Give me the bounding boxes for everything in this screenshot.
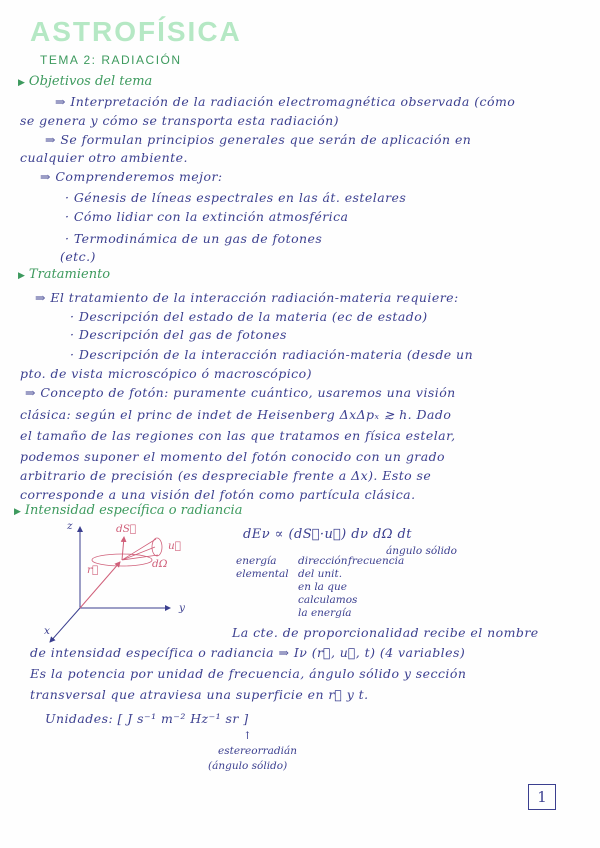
- label-domega: dΩ: [152, 558, 168, 570]
- section-heading-tratamiento: [18, 267, 110, 282]
- units-note: (ángulo sólido): [208, 760, 288, 772]
- solid-angle-cap: [152, 538, 162, 556]
- note-line: en la que: [298, 581, 347, 593]
- text-line: podemos suponer el momento del fotón conocido con un grado: [20, 449, 446, 464]
- energy-equation: dEν ∝ (dS⃗·u⃗) dν dΩ dt: [243, 527, 412, 542]
- topic-subtitle: TEMA 2: RADIACIÓN: [40, 53, 182, 67]
- axis-label-z: z: [67, 520, 73, 532]
- text-line: transversal que atraviesa una superficie en r⃗ y t.: [30, 687, 369, 702]
- bullet-item: · Cómo lidiar con la extinción atmosférica: [65, 209, 349, 224]
- bullet-item: · Termodinámica de un gas de fotones: [65, 231, 323, 246]
- text-line: ⇒ Comprenderemos mejor:: [40, 169, 223, 184]
- bullet-item: · Descripción del estado de la materia (ec de estado): [70, 309, 428, 324]
- axis-label-y: y: [179, 602, 185, 614]
- text-line: La cte. de proporcionalidad recibe el nombre: [232, 625, 539, 640]
- bullet-item: · Descripción de la interacción radiación-materia (desde un: [70, 347, 474, 362]
- axis-label-x: x: [44, 625, 50, 637]
- label-u: u⃗: [168, 540, 182, 552]
- text-line: (etc.): [60, 249, 96, 264]
- triangle-bullet-icon: ▶: [18, 271, 25, 281]
- note-line: la energía: [298, 607, 352, 619]
- text-line: Es la potencia por unidad de frecuencia, ángulo sólido y sección: [30, 666, 467, 681]
- units-note: estereorradián: [218, 745, 297, 757]
- text-line: ⇒ Interpretación de la radiación electromagnética observada (cómo: [55, 94, 516, 109]
- note-line: elemental: [236, 568, 289, 580]
- note-angulo: ángulo sólido: [386, 545, 457, 557]
- note-line: del unit.: [298, 568, 343, 580]
- r-vector: [80, 562, 120, 608]
- note-line: energía: [236, 555, 277, 567]
- text-line: corresponde a una visión del fotón como partícula clásica.: [20, 487, 416, 502]
- note-frecuencia: frecuencia: [348, 555, 405, 567]
- note-line: calculamos: [298, 594, 358, 606]
- ds-vector: [122, 537, 124, 560]
- heading-text: Intensidad específica o radiancia: [24, 503, 243, 518]
- text-line: ⇒ Concepto de fotón: puramente cuántico, usaremos una visión: [25, 385, 456, 400]
- x-axis: [50, 608, 80, 642]
- arrow-up-icon: ↑: [243, 730, 252, 742]
- text-line: ⇒ El tratamiento de la interacción radiación-materia requiere:: [35, 290, 459, 305]
- text-line: el tamaño de las regiones con las que tratamos en física estelar,: [20, 428, 456, 443]
- text-line: se genera y cómo se transporta esta radiación): [20, 113, 339, 128]
- bullet-item: · Génesis de líneas espectrales en las át. estelares: [65, 190, 407, 205]
- heading-text: Tratamiento: [28, 267, 111, 282]
- label-r: r⃗: [87, 564, 99, 576]
- text-line: cualquier otro ambiente.: [20, 150, 188, 165]
- note-line: dirección: [298, 555, 348, 567]
- heading-text: Objetivos del tema: [28, 74, 153, 89]
- text-line: pto. de vista microscópico ó macroscópico): [20, 366, 312, 381]
- label-ds: dS⃗: [116, 523, 137, 535]
- triangle-bullet-icon: ▶: [14, 507, 21, 517]
- document-title: ASTROFÍSICA: [30, 16, 242, 47]
- text-line: de intensidad específica o radiancia ⇒ Iν (r⃗, u⃗, t) (4 variables): [30, 645, 466, 660]
- bullet-item: · Descripción del gas de fotones: [70, 327, 287, 342]
- note-energia: [236, 555, 289, 581]
- text-line: clásica: según el princ de indet de Heisenberg ΔxΔpₓ ≳ h. Dado: [20, 407, 452, 422]
- text-line: arbitrario de precisión (es despreciable frente a Δx). Esto se: [20, 468, 432, 483]
- units-line: Unidades: [ J s⁻¹ m⁻² Hz⁻¹ sr ]: [45, 711, 249, 726]
- section-heading-objetivos: [18, 74, 152, 89]
- text-line: ⇒ Se formulan principios generales que serán de aplicación en: [45, 132, 472, 147]
- page-number: 1: [528, 784, 556, 810]
- triangle-bullet-icon: ▶: [18, 78, 25, 88]
